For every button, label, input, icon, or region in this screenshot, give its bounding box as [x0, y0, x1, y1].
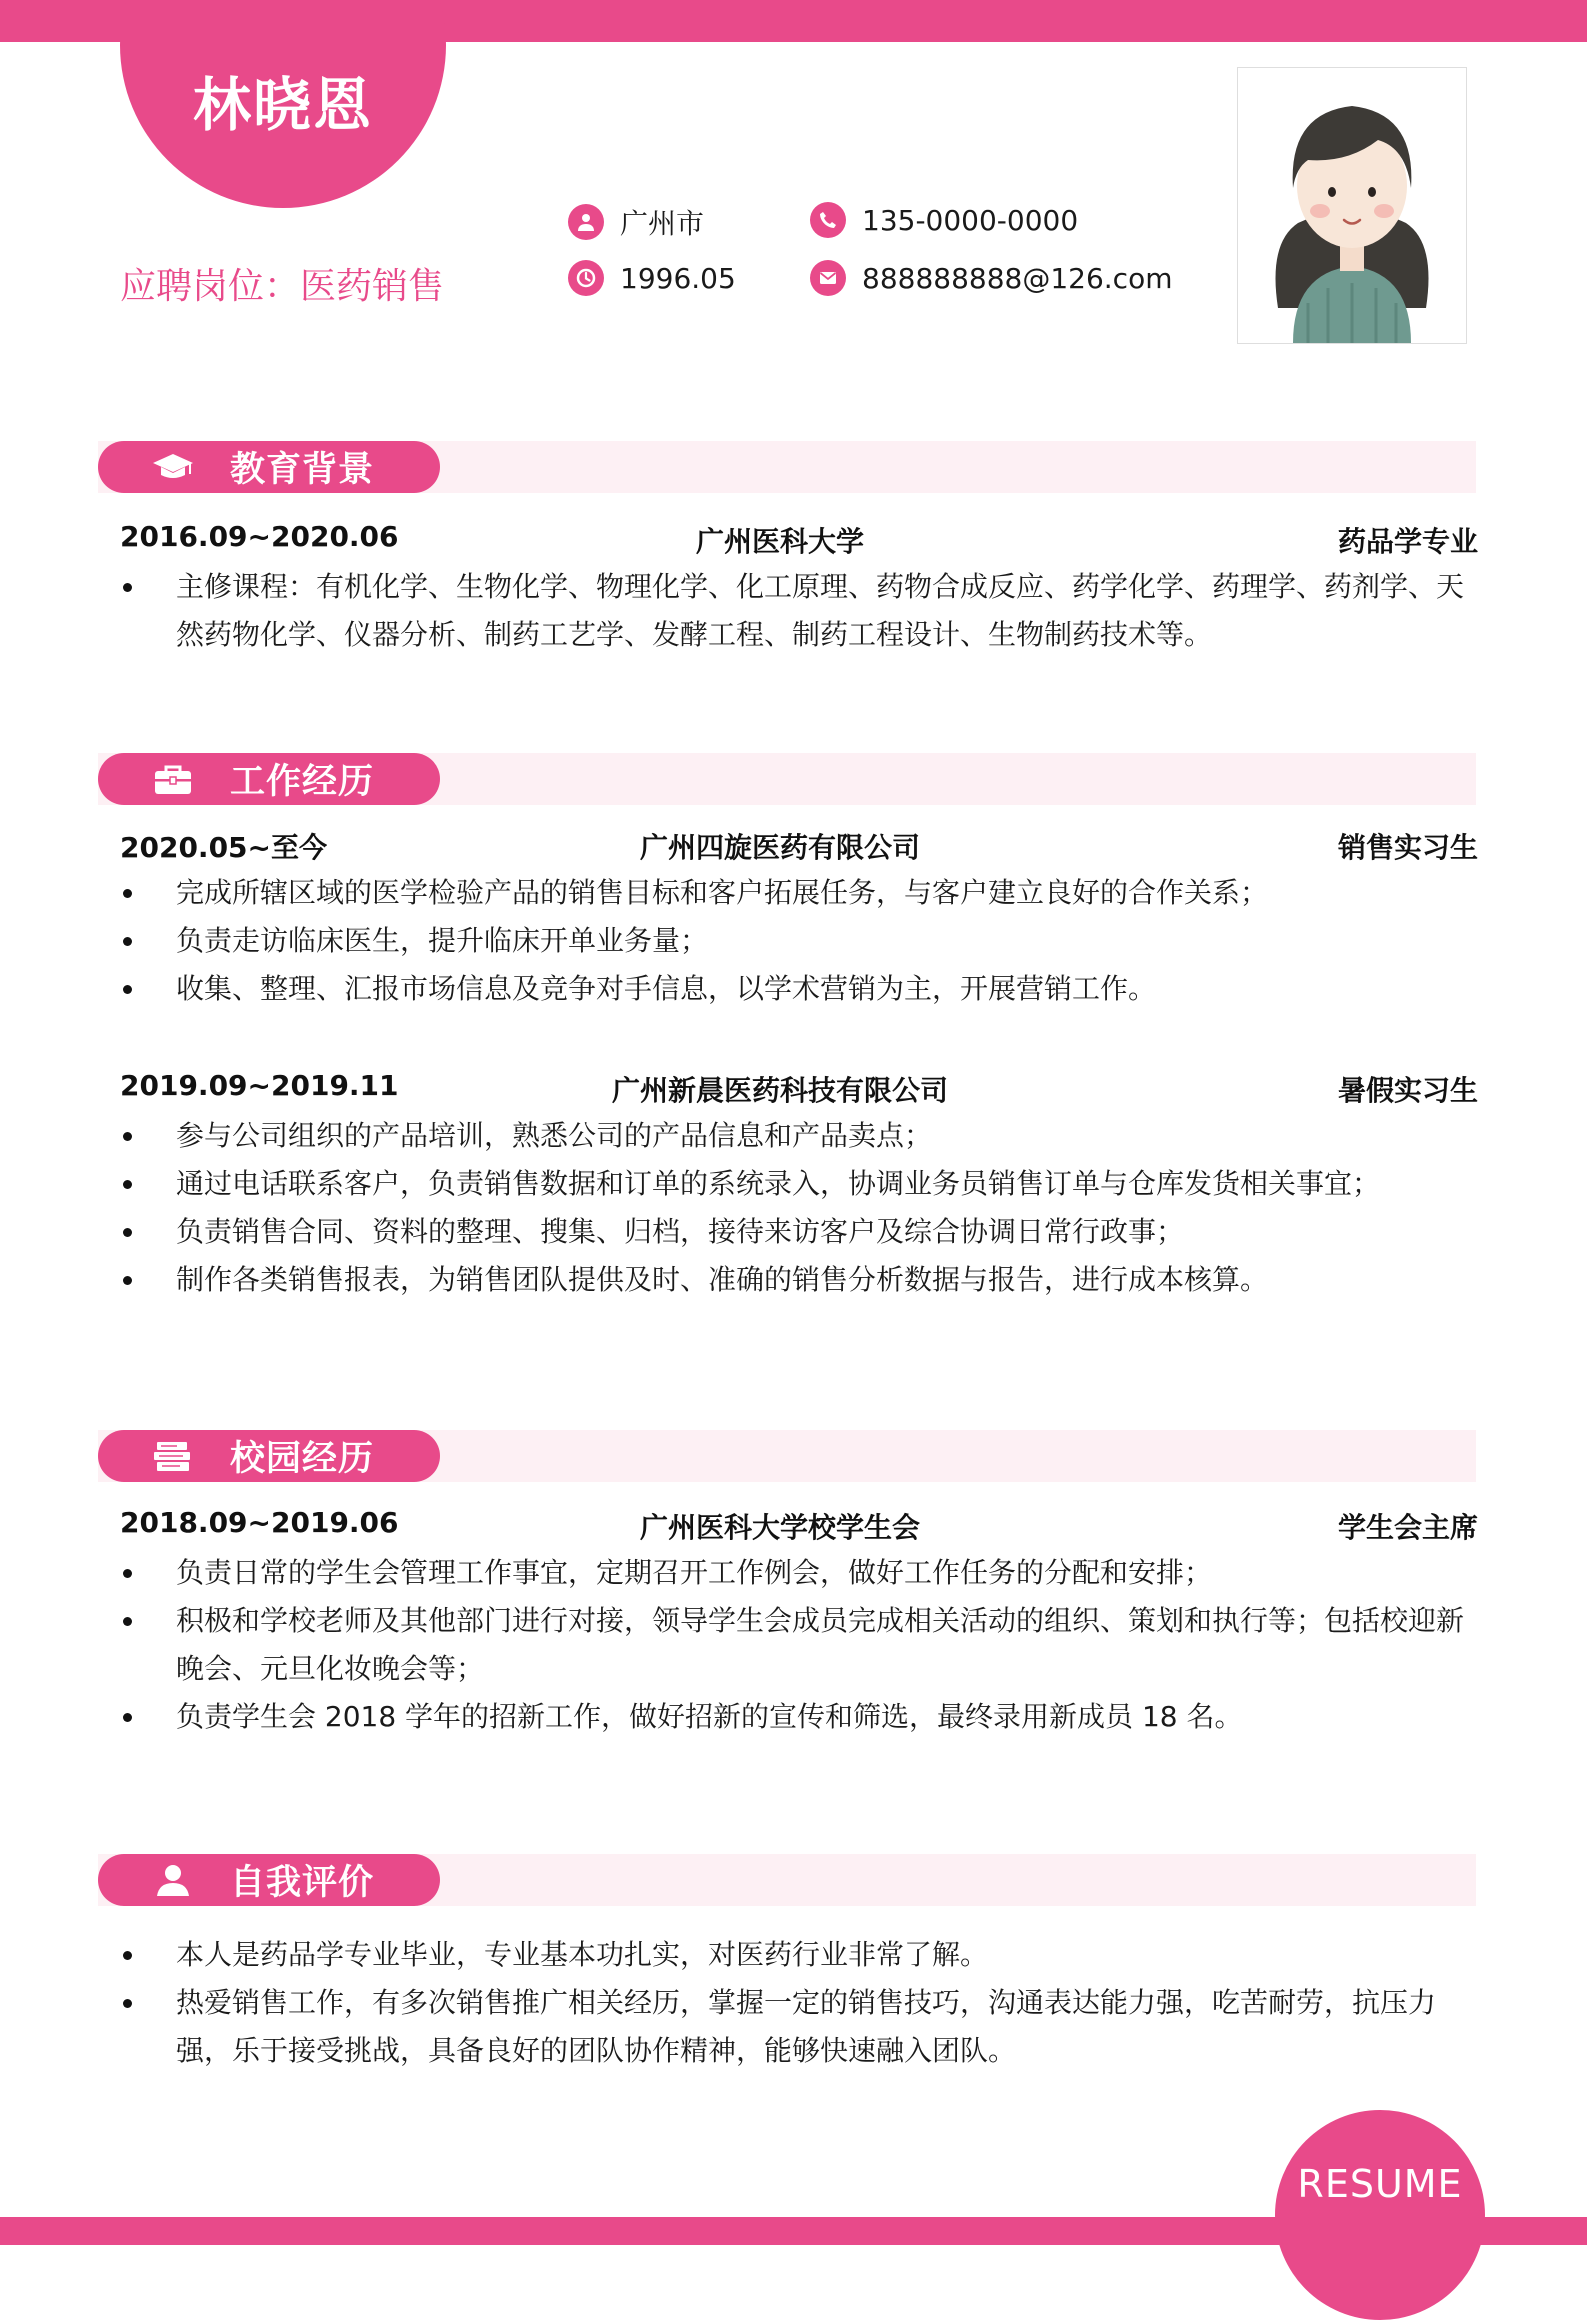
list-item: 负责走访临床医生，提升临床开单业务量；	[120, 917, 1490, 965]
contact-phone	[810, 202, 1078, 238]
job-title: 应聘岗位：医药销售	[120, 266, 445, 307]
resume-badge: RESUME	[1297, 2162, 1463, 2206]
self-section-header	[98, 1854, 440, 1906]
work-title: 工作经历	[230, 762, 375, 802]
phone-text: 135-0000-0000	[862, 203, 1079, 237]
profile-photo	[1237, 67, 1467, 344]
list-item: 主修课程：有机化学、生物化学、物理化学、化工原理、药物合成反应、药学化学、药理学、药剂学、天然药物化学、仪器分析、制药工艺学、发酵工程、制药工程设计、生物制药技术等。	[120, 563, 1490, 659]
contact-email	[810, 260, 1172, 296]
work-entry-1	[120, 826, 1478, 866]
avatar-illustration	[1238, 68, 1466, 343]
list-item: 热爱销售工作，有多次销售推广相关经历，掌握一定的销售技巧，沟通表达能力强，吃苦耐劳，抗压力强，乐于接受挑战，具备良好的团队协作精神，能够快速融入团队。	[120, 1979, 1490, 2075]
birth-text: 1996.05	[620, 261, 736, 295]
list-item: 负责学生会 2018 学年的招新工作，做好招新的宣传和筛选，最终录用新成员 18 名。	[120, 1693, 1490, 1741]
user-pin-icon	[568, 204, 604, 240]
person-icon	[150, 1862, 196, 1898]
list-item: 参与公司组织的产品培训，熟悉公司的产品信息和产品卖点；	[120, 1112, 1490, 1160]
list-item: 完成所辖区域的医学检验产品的销售目标和客户拓展任务，与客户建立良好的合作关系；	[120, 869, 1490, 917]
work-bullets-1	[120, 869, 1490, 1013]
clock-icon	[568, 260, 604, 296]
work-company: 广州四旋医药有限公司	[639, 831, 920, 864]
list-item: 通过电话联系客户，负责销售数据和订单的系统录入，协调业务员销售订单与仓库发货相关事宜；	[120, 1160, 1490, 1208]
education-section-header	[98, 441, 440, 493]
list-item: 制作各类销售报表，为销售团队提供及时、准确的销售分析数据与报告，进行成本核算。	[120, 1256, 1490, 1304]
contact-location	[568, 202, 704, 242]
email-text: 888888888@126.com	[862, 261, 1173, 295]
education-entry-1	[120, 520, 1478, 560]
phone-icon	[810, 202, 846, 238]
list-item: 积极和学校老师及其他部门进行对接，领导学生会成员完成相关活动的组织、策划和执行等；包括校迎新晚会、元旦化妆晚会等；	[120, 1597, 1490, 1693]
work-company: 广州新晨医药科技有限公司	[611, 1074, 948, 1107]
campus-title: 校园经历	[230, 1439, 375, 1479]
contact-birth	[568, 260, 736, 296]
work-date: 2020.05~至今	[120, 831, 327, 864]
education-bullets	[120, 563, 1490, 659]
bottom-accent-bar	[0, 2217, 1587, 2245]
list-item: 负责销售合同、资料的整理、搜集、归档，接待来访客户及综合协调日常行政事；	[120, 1208, 1490, 1256]
education-title: 教育背景	[230, 450, 375, 490]
campus-bullets	[120, 1549, 1490, 1741]
list-item: 收集、整理、汇报市场信息及竞争对手信息，以学术营销为主，开展营销工作。	[120, 965, 1490, 1013]
campus-section-header	[98, 1430, 440, 1482]
work-role: 销售实习生	[1337, 831, 1478, 864]
education-date: 2016.09~2020.06	[120, 520, 399, 553]
campus-role: 学生会主席	[1337, 1511, 1478, 1544]
books-icon	[150, 1438, 196, 1474]
self-title: 自我评价	[230, 1863, 375, 1903]
location-text: 广州市	[620, 207, 705, 240]
campus-organization: 广州医科大学校学生会	[639, 1511, 920, 1544]
resume-badge-circle	[1275, 2110, 1485, 2320]
work-role: 暑假实习生	[1337, 1074, 1478, 1107]
work-date: 2019.09~2019.11	[120, 1069, 399, 1102]
work-section-header	[98, 753, 440, 805]
education-school: 广州医科大学	[695, 525, 864, 558]
list-item: 本人是药品学专业毕业，专业基本功扎实，对医药行业非常了解。	[120, 1931, 1490, 1979]
mail-icon	[810, 260, 846, 296]
campus-date: 2018.09~2019.06	[120, 1506, 399, 1539]
graduation-cap-icon	[150, 449, 196, 485]
self-bullets	[120, 1931, 1490, 2075]
campus-entry-1	[120, 1506, 1478, 1546]
candidate-name: 林晓恩	[192, 71, 373, 139]
education-major: 药品学专业	[1337, 525, 1478, 558]
work-entry-2	[120, 1069, 1478, 1109]
list-item: 负责日常的学生会管理工作事宜，定期召开工作例会，做好工作任务的分配和安排；	[120, 1549, 1490, 1597]
work-bullets-2	[120, 1112, 1490, 1304]
briefcase-icon	[150, 761, 196, 797]
